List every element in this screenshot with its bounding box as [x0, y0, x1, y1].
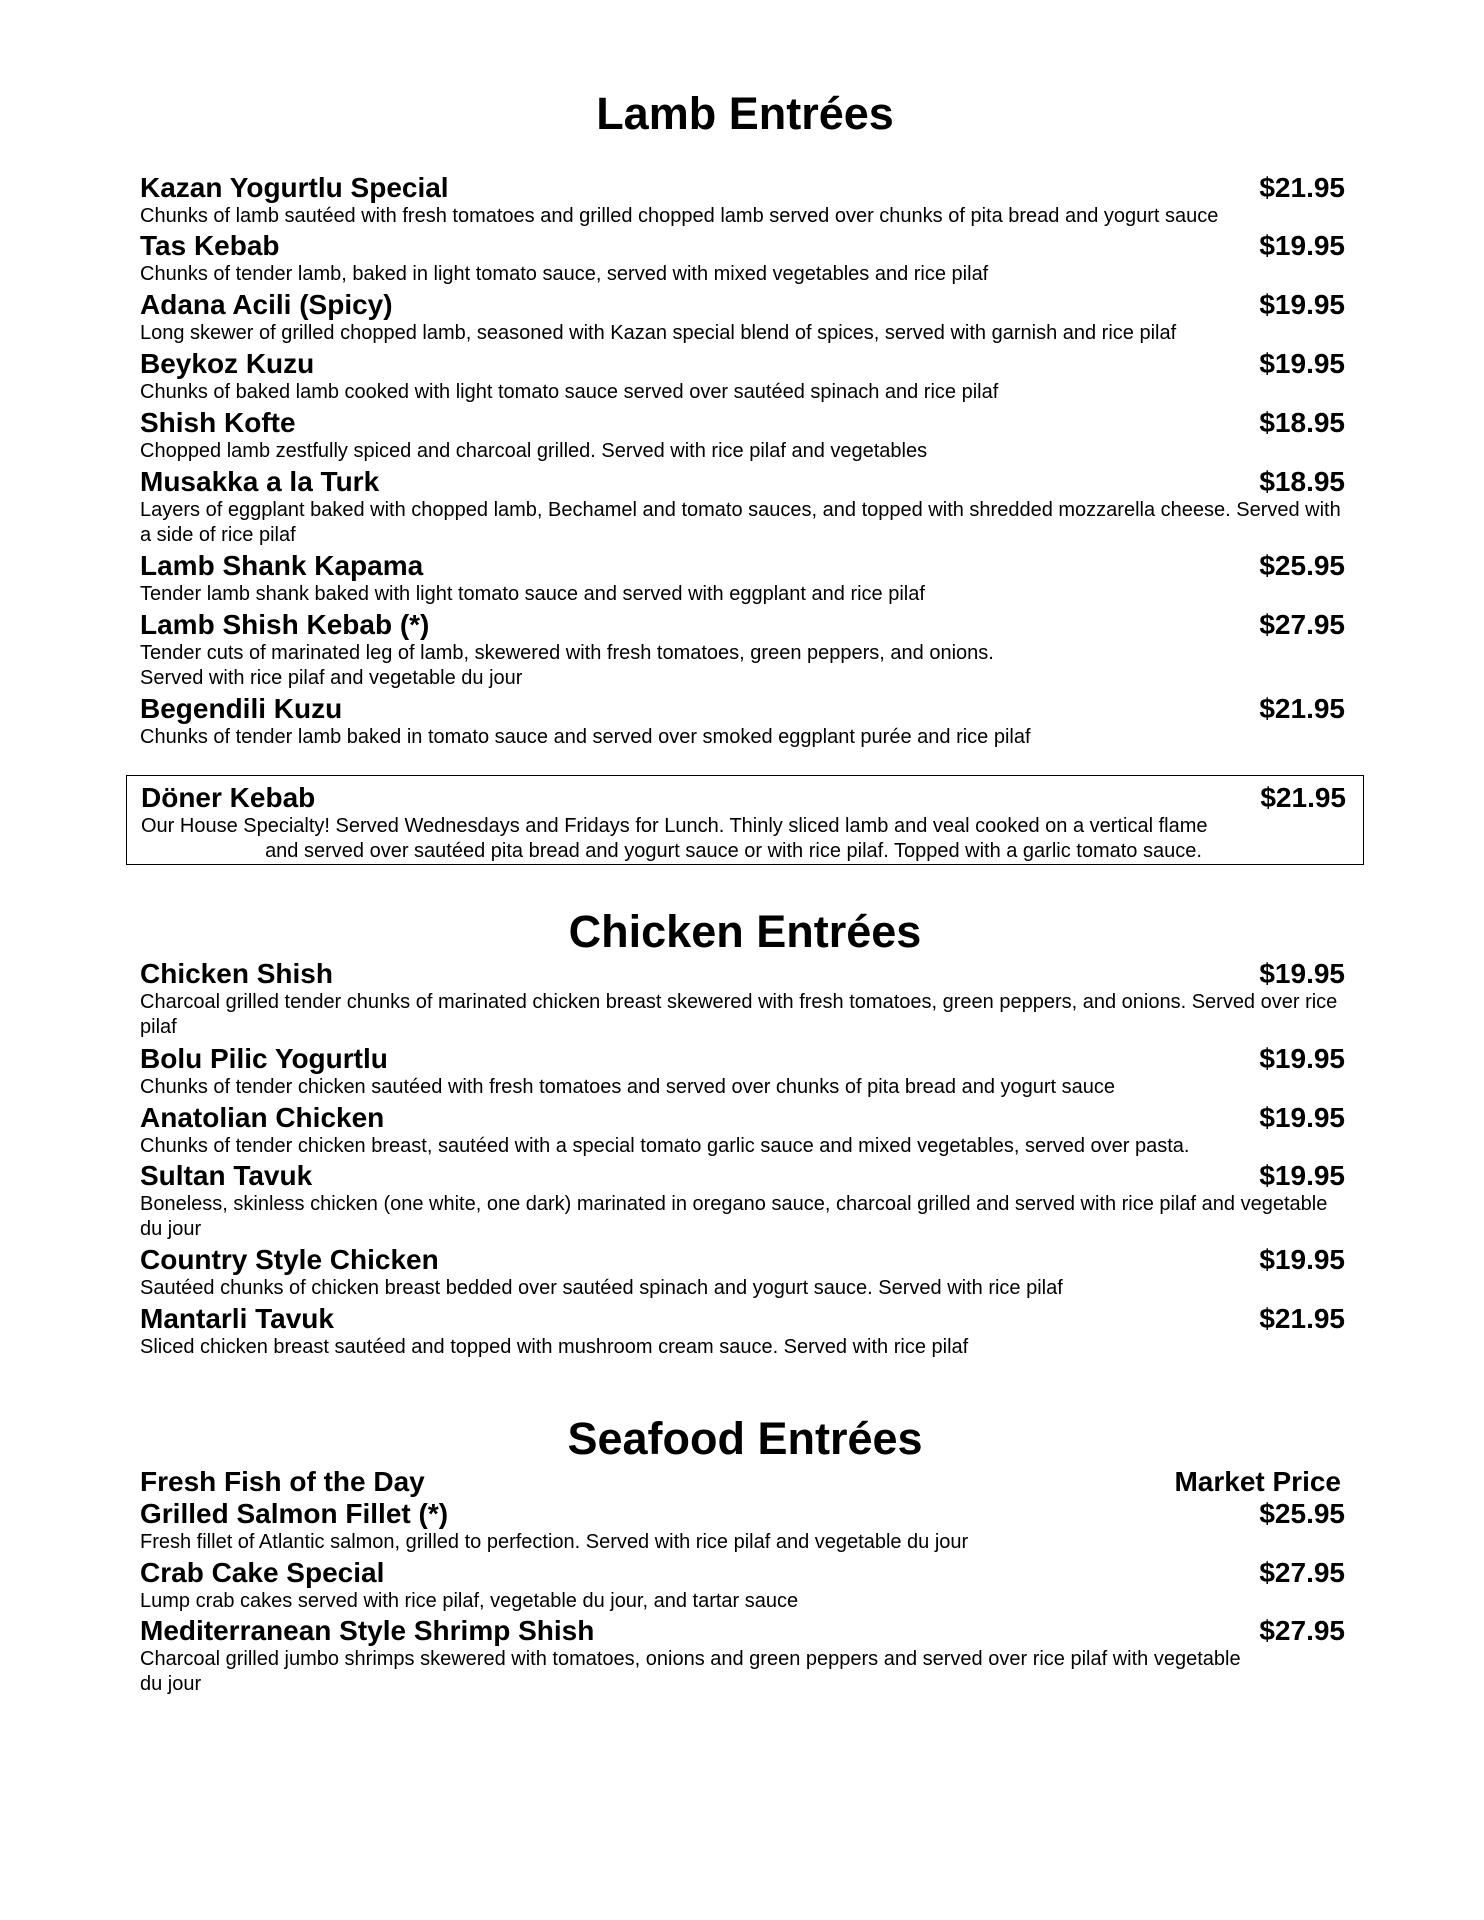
item-name: Sultan Tavuk [140, 1160, 313, 1191]
item-name: Mediterranean Style Shrimp Shish [140, 1615, 595, 1646]
item-description: Long skewer of grilled chopped lamb, seasoned with Kazan special blend of spices, served with garnish and rice pilaf [140, 322, 1177, 344]
item-price: $27.95 [1259, 1557, 1345, 1588]
item-price: Market Price [1174, 1466, 1341, 1497]
menu-item-lamb-shish-kebab [140, 609, 1345, 691]
item-price: $21.95 [1259, 172, 1345, 203]
item-price: $21.95 [1259, 1303, 1345, 1334]
item-name: Adana Acili (Spicy) [140, 289, 393, 320]
item-description: Chunks of tender lamb baked in tomato sauce and served over smoked eggplant purée and rice pilaf [140, 726, 1031, 748]
item-name: Anatolian Chicken [140, 1102, 385, 1133]
menu-item-mantarli-tavuk [140, 1303, 1345, 1360]
house-specialty-box [126, 775, 1364, 865]
item-description: Chunks of tender chicken breast, sautéed with a special tomato garlic sauce and mixed vegetables, served over pasta. [140, 1135, 1190, 1157]
menu-item-begendili-kuzu [140, 693, 1345, 750]
item-name: Crab Cake Special [140, 1557, 385, 1588]
item-price: $19.95 [1259, 958, 1345, 989]
item-price: $27.95 [1259, 1615, 1345, 1646]
item-name: Musakka a la Turk [140, 466, 380, 497]
item-name: Beykoz Kuzu [140, 348, 315, 379]
item-price: $25.95 [1259, 1498, 1345, 1529]
item-description: Fresh fillet of Atlantic salmon, grilled to perfection. Served with rice pilaf and vegetable du jour [140, 1531, 969, 1553]
item-description: Chopped lamb zestfully spiced and charcoal grilled. Served with rice pilaf and vegetables [140, 440, 928, 462]
menu-item-shish-kofte [140, 407, 1345, 464]
item-description: Chunks of lamb sautéed with fresh tomatoes and grilled chopped lamb served over chunks of pita bread and yogurt sauce [140, 205, 1219, 227]
item-price: $19.95 [1259, 1244, 1345, 1275]
item-price: $18.95 [1259, 466, 1345, 497]
item-description: Tender lamb shank baked with light tomato sauce and served with eggplant and rice pilaf [140, 583, 925, 605]
menu-item-adana-acili [140, 289, 1345, 346]
item-description: Layers of eggplant baked with chopped lamb, Bechamel and tomato sauces, and topped with shredded mozzarella cheese. Served with a side of rice pilaf [140, 499, 1341, 546]
item-price: $19.95 [1259, 1102, 1345, 1133]
item-name: Lamb Shank Kapama [140, 550, 424, 581]
item-description: Chunks of baked lamb cooked with light tomato sauce served over sautéed spinach and rice pilaf [140, 381, 999, 403]
menu-item-musakka-a-la-turk [140, 466, 1345, 548]
item-name: Kazan Yogurtlu Special [140, 172, 449, 203]
menu-item-grilled-salmon-fillet [140, 1498, 1345, 1555]
item-name: Fresh Fish of the Day [140, 1466, 425, 1497]
menu-item-mediterranean-style-shrimp-shish [140, 1615, 1345, 1697]
menu-item-tas-kebab [140, 230, 1345, 287]
menu-item-country-style-chicken [140, 1244, 1345, 1301]
item-price: $27.95 [1259, 609, 1345, 640]
item-description: Charcoal grilled jumbo shrimps skewered with tomatoes, onions and green peppers and served over rice pilaf with vegetable du jour [140, 1648, 1241, 1695]
item-description: Sliced chicken breast sautéed and topped with mushroom cream sauce. Served with rice pilaf [140, 1336, 969, 1358]
menu-item-chicken-shish [140, 958, 1345, 1040]
item-name: Grilled Salmon Fillet (*) [140, 1498, 449, 1529]
item-price: $19.95 [1259, 230, 1345, 261]
menu-item-fresh-fish-of-the-day [140, 1466, 1345, 1498]
menu-item-sultan-tavuk [140, 1160, 1345, 1242]
menu-item-beykoz-kuzu [140, 348, 1345, 405]
item-name: Lamb Shish Kebab (*) [140, 609, 430, 640]
item-name: Bolu Pilic Yogurtlu [140, 1043, 388, 1074]
item-name: Tas Kebab [140, 230, 280, 261]
item-price: $18.95 [1259, 407, 1345, 438]
item-name: Chicken Shish [140, 958, 333, 989]
menu-item-bolu-pilic-yogurtlu [140, 1043, 1345, 1100]
item-name: Shish Kofte [140, 407, 296, 438]
item-name: Country Style Chicken [140, 1244, 439, 1275]
menu-item-kazan-yogurtlu-special [140, 172, 1345, 229]
item-price: $25.95 [1259, 550, 1345, 581]
item-description: Charcoal grilled tender chunks of marinated chicken breast skewered with fresh tomatoes, green peppers, and onions. Served over rice pilaf [140, 991, 1338, 1038]
menu-item-crab-cake-special [140, 1557, 1345, 1614]
item-price: $19.95 [1259, 348, 1345, 379]
item-price: $19.95 [1259, 1043, 1345, 1074]
chicken-section-title: Chicken Entrées [568, 906, 922, 957]
item-description-line-1: Our House Specialty! Served Wednesdays and Fridays for Lunch. Thinly sliced lamb and veal cooked on a vertical flame [141, 815, 1208, 837]
item-description: Chunks of tender chicken sautéed with fresh tomatoes and served over chunks of pita bread and yogurt sauce [140, 1076, 1116, 1098]
lamb-section-title: Lamb Entrées [596, 88, 894, 139]
menu-item-anatolian-chicken [140, 1102, 1345, 1159]
item-price: $19.95 [1259, 289, 1345, 320]
item-price: $21.95 [1259, 693, 1345, 724]
item-name: Mantarli Tavuk [140, 1303, 334, 1334]
item-description: Lump crab cakes served with rice pilaf, vegetable du jour, and tartar sauce [140, 1590, 799, 1612]
item-description: Sautéed chunks of chicken breast bedded over sautéed spinach and yogurt sauce. Served with rice pilaf [140, 1277, 1063, 1299]
item-price: $21.95 [1260, 782, 1346, 813]
item-description-line-1: Tender cuts of marinated leg of lamb, skewered with fresh tomatoes, green peppers, and onions. [140, 642, 994, 664]
menu-item-lamb-shank-kapama [140, 550, 1345, 607]
item-name: Begendili Kuzu [140, 693, 343, 724]
item-name: Döner Kebab [141, 782, 316, 813]
item-description: Boneless, skinless chicken (one white, one dark) marinated in oregano sauce, charcoal grilled and served with rice pilaf and vegetable du jour [140, 1193, 1328, 1240]
item-description: Chunks of tender lamb, baked in light tomato sauce, served with mixed vegetables and rice pilaf [140, 263, 989, 285]
seafood-section-title: Seafood Entrées [567, 1413, 923, 1464]
item-description-line-2: and served over sautéed pita bread and yogurt sauce or with rice pilaf. Topped with a garlic tomato sauce. [265, 840, 1202, 862]
item-description-line-2: Served with rice pilaf and vegetable du jour [140, 667, 523, 689]
item-price: $19.95 [1259, 1160, 1345, 1191]
